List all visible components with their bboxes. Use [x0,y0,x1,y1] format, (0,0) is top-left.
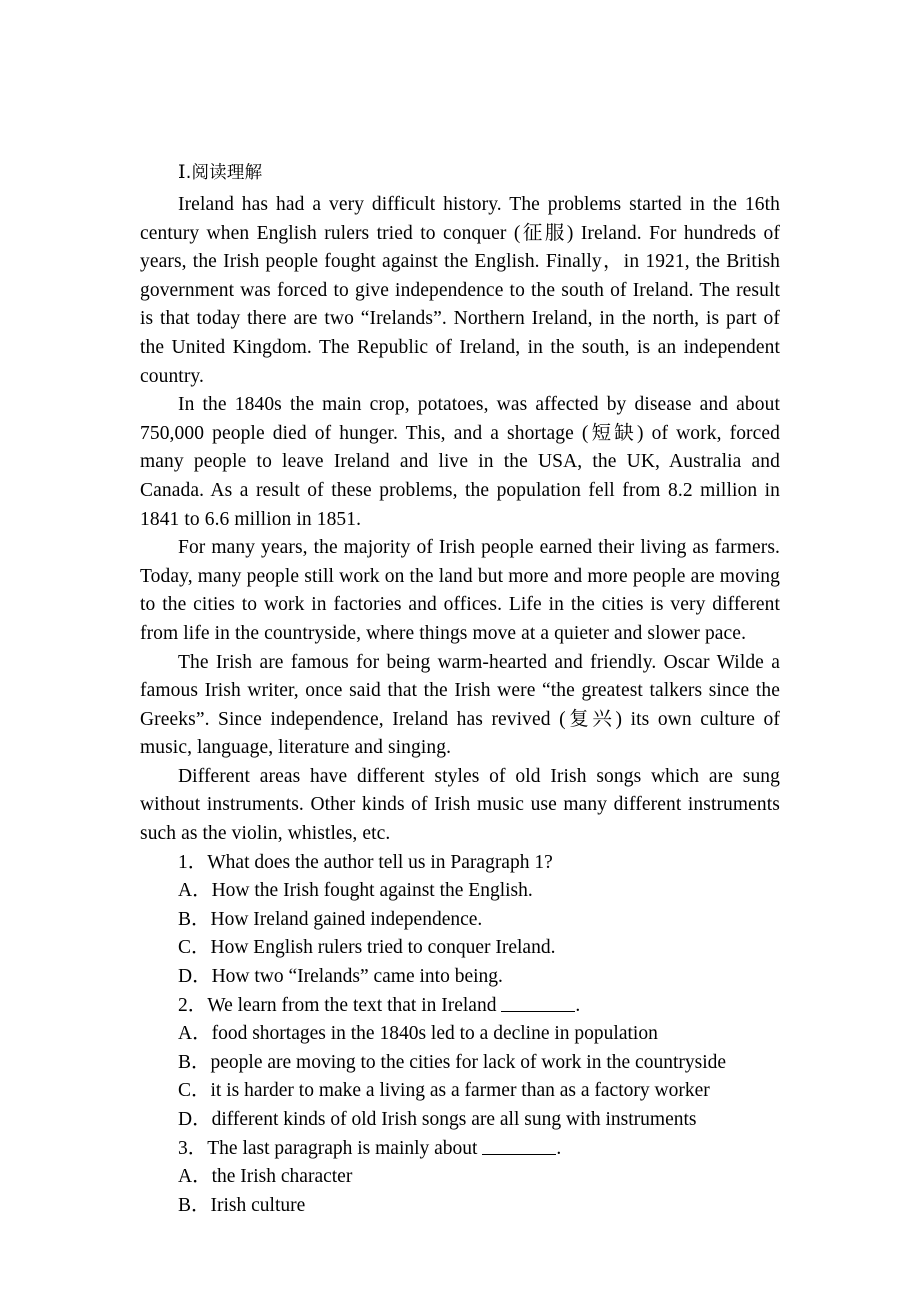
question-1-option-a: A．How the Irish fought against the English. [178,880,533,902]
section-title-text: .阅读理解 [185,163,263,183]
question-1-option-b: B．How Ireland gained independence. [178,908,483,930]
question-1-option-c: C．How English rulers tried to conquer Ireland. [178,937,556,959]
answer-blank [501,996,575,1012]
question-1-option-d: D．How two “Irelands” came into being. [178,966,503,988]
question-3-option-a: A．the Irish character [178,1166,353,1188]
question-1-stem [140,849,780,878]
question-2-stem [140,992,780,1021]
answer-blank [482,1139,556,1155]
question-2-option-c: C．it is harder to make a living as a farmer than as a factory worker [178,1080,710,1102]
paragraph-3: For many years, the majority of Irish people earned their living as farmers. Today, many people still work on the land but more and more people are moving to the cities to work in factories and offices. Life in the cities is very different from life in the countryside, where things move at a quieter and slower pace. [140,537,780,644]
section-title-number: Ⅰ [178,162,186,183]
question-3-stem [140,1135,780,1164]
paragraph-4: The Irish are famous for being warm-hearted and friendly. Oscar Wilde a famous Irish writer, once said that the Irish were “the greatest talkers since the Greeks”. Since independence, Ireland has revived (复兴) its own culture of music, language, literature and singing. [140,651,780,759]
question-2-option-b: B．people are moving to the cities for lack of work in the countryside [178,1051,727,1073]
question-3-suffix: . [556,1137,562,1159]
question-3-text: The last paragraph is mainly about [207,1137,483,1159]
question-2-number: 2． [178,994,208,1016]
paragraph-2: In the 1840s the main crop, potatoes, was affected by disease and about 750,000 people died of hunger. This, and a shortage (短缺) of work, forced many people to leave Ireland and live in the USA, the UK, Australia and Canada. As a result of these problems, the population fell from 8.2 million in 1841 to 6.6 million in 1851. [140,394,780,530]
section-title [140,158,780,188]
document-content [140,158,780,1220]
question-1-text: What does the author tell us in Paragraph 1? [207,851,553,873]
question-2-option-d: D．different kinds of old Irish songs are all sung with instruments [178,1109,697,1130]
question-2-option-a: A．food shortages in the 1840s led to a decline in population [178,1023,658,1045]
question-2-suffix: . [575,994,581,1016]
paragraph-1: Ireland has had a very difficult history. The problems started in the 16th century when English rulers tried to conquer (征服) Ireland. For hundreds of years, the Irish people fought against the English. Finally，in 1921, the British government was forced to give independence to the south of Ireland. The result is that today there are two “Irelands”. Northern Ireland, in the north, is part of the United Kingdom. The Republic of Ireland, in the south, is an independent country. [140,194,780,387]
question-1-number: 1． [178,851,208,873]
question-3-number: 3． [178,1137,208,1159]
question-3-option-b: B．Irish culture [178,1194,306,1216]
question-2-text: We learn from the text that in Ireland [207,994,502,1016]
paragraph-5: Different areas have different styles of old Irish songs which are sung without instruments. Other kinds of Irish music use many different instruments such as the violin, whistles, etc. [140,765,780,845]
